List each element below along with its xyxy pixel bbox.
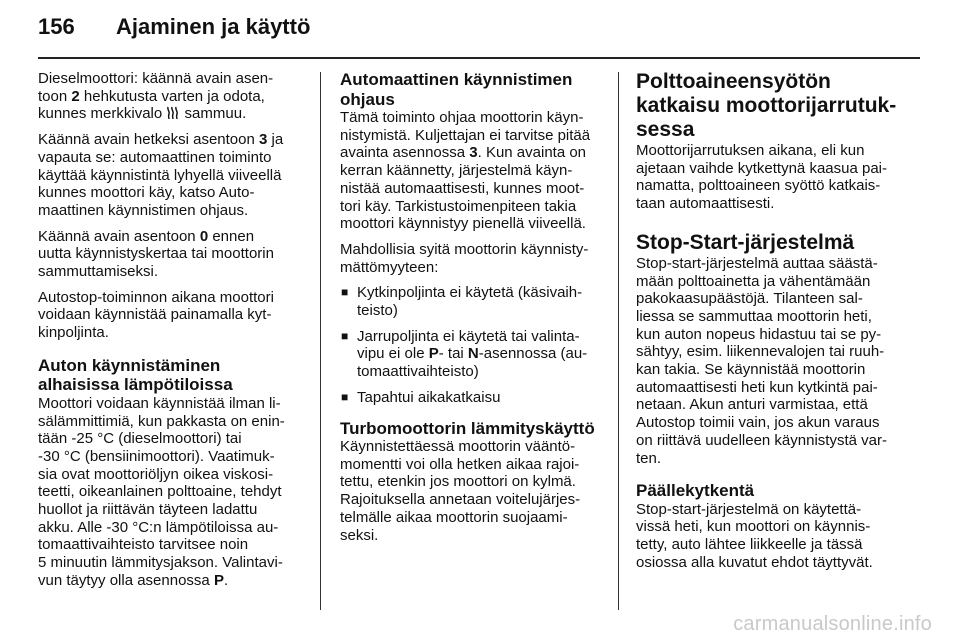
bullet-icon: ■ bbox=[341, 389, 349, 404]
text-line: Stop-start-järjestelmä on käytettä- bbox=[636, 500, 862, 518]
paragraph-possible-causes bbox=[340, 241, 608, 276]
heading-fuel-cutoff: Polttoaineensyötön katkaisu moottorijarrutuk- sessa bbox=[636, 70, 897, 141]
text-line: Autostop toimii vain, jos akun varaus bbox=[636, 414, 880, 432]
column-divider-2 bbox=[618, 72, 619, 610]
page-header bbox=[38, 14, 922, 50]
text-line: taan automaattisesti. bbox=[636, 195, 775, 213]
text-line: Autostop-toiminnon aikana moottori bbox=[38, 288, 274, 306]
text-line: vun täytyy olla asennossa P. bbox=[38, 571, 229, 589]
text-line: mään polttoainetta ja vähentämään bbox=[636, 272, 871, 290]
text-line: kinpoljinta. bbox=[38, 324, 109, 342]
paragraph-turbo-warmup bbox=[340, 438, 608, 544]
text-line: 5 minuutin lämmitysjakson. Valintavi- bbox=[38, 554, 283, 572]
text-line: Moottorijarrutuksen aikana, eli kun bbox=[636, 142, 865, 159]
header-rule bbox=[38, 57, 920, 59]
text-line: moottori käynnistyy pienellä viiveellä. bbox=[340, 215, 586, 233]
bullet-icon: ■ bbox=[341, 285, 349, 300]
text-line: liessa se sammuttaa moottorin heti, bbox=[636, 307, 872, 325]
heading-activation: Päällekytkentä bbox=[636, 481, 755, 501]
text-line: Moottori voidaan käynnistää ilman li- bbox=[38, 394, 281, 412]
paragraph-fuel-cutoff bbox=[636, 142, 926, 213]
text-line: seksi. bbox=[340, 526, 379, 544]
text-line: automaattisesti heti kun kytkintä pai- bbox=[636, 378, 878, 396]
text-line: Käynnistettäessä moottorin vääntö- bbox=[340, 438, 576, 456]
text-line: nistymistä. Kuljettajan ei tarvitse pitää bbox=[340, 126, 591, 144]
text-line: Stop-start-järjestelmä auttaa säästä- bbox=[636, 254, 878, 272]
text-line: pakokaasupäästöjä. Tilanteen sal- bbox=[636, 290, 863, 308]
paragraph-diesel-preheat bbox=[38, 70, 306, 123]
text-line: tori käy. Tarkistustoimenpiteen takia bbox=[340, 197, 577, 215]
text-line: -30 °C (bensiinimoottori). Vaatimuk- bbox=[38, 447, 275, 465]
text-line: tomaattivaihteisto tarvitsee noin bbox=[38, 536, 249, 554]
paragraph-turn-key-3 bbox=[38, 131, 306, 220]
column-3 bbox=[636, 70, 926, 580]
paragraph-low-temperature bbox=[38, 395, 306, 590]
text-line: sähtyy, esim. liikennevalojen tai ruuh- bbox=[636, 343, 885, 361]
paragraph-activation bbox=[636, 501, 926, 572]
text-line: toon 2 hehkutusta varten ja odota, bbox=[38, 87, 265, 105]
text-line: maattinen käynnistimen ohjaus. bbox=[38, 201, 249, 219]
glow-plug-icon bbox=[166, 106, 180, 120]
column-divider-1 bbox=[320, 72, 321, 610]
text-line: nistää automaattisesti, kunnes moot- bbox=[340, 179, 585, 197]
text-line: Käännä avain hetkeksi asentoon 3 ja bbox=[38, 131, 284, 149]
text-line: Mahdollisia syitä moottorin käynnisty- bbox=[340, 240, 589, 258]
text-line: Tämä toiminto ohjaa moottorin käyn- bbox=[340, 109, 584, 126]
page-number: 156 bbox=[38, 14, 75, 39]
text-line: huollot ja riittävän täyteen ladattu bbox=[38, 501, 258, 519]
text-line: on riittävä uudelleen käynnistystä var- bbox=[636, 431, 887, 449]
text-line: avainta asennossa 3. Kun avainta on bbox=[340, 144, 587, 162]
text-line: netaan. Akun anturi varmistaa, että bbox=[636, 396, 868, 414]
text-line: momentti voi olla hetken aikaa rajoi- bbox=[340, 455, 580, 473]
heading-low-temperature-start: Auton käynnistäminen alhaisissa lämpötiloissa bbox=[38, 355, 233, 395]
text-line: mättömyyteen: bbox=[340, 258, 439, 276]
text-line: kun auton nopeus hidastuu tai se py- bbox=[636, 325, 882, 343]
text-line: tetty, auto lähtee liikkeelle ja tässä bbox=[636, 536, 863, 554]
text-line: namatta, polttoaineen syöttö katkais- bbox=[636, 177, 881, 195]
list-item: ■ Tapahtui aikakatkaisu bbox=[341, 388, 501, 406]
paragraph-automatic-starter bbox=[340, 109, 608, 233]
text-line: sia ovat moottoriöljyn oikea viskosi- bbox=[38, 465, 274, 483]
text-line: ajetaan vaihde kytkettynä kaasua pai- bbox=[636, 159, 887, 177]
column-1 bbox=[38, 70, 306, 598]
text-line: Käännä avain asentoon 0 ennen bbox=[38, 227, 255, 245]
text-line: uutta käynnistyskertaa tai moottorin bbox=[38, 245, 274, 263]
text-line: käyttää käynnistintä lyhyellä viiveellä bbox=[38, 166, 282, 184]
text-line: Rajoituksella annetaan voitelujärjes- bbox=[340, 491, 581, 509]
text-line: kerran käännetty, järjestelmä käyn- bbox=[340, 162, 573, 180]
text-line: ten. bbox=[636, 449, 662, 467]
column-2 bbox=[340, 70, 608, 552]
text-line: sälämmittimiä, kun pakkasta on enin- bbox=[38, 412, 285, 430]
text-line: akku. Alle -30 °C:n lämpötiloissa au- bbox=[38, 518, 279, 536]
text-line: voidaan käynnistää painamalla kyt- bbox=[38, 306, 272, 324]
bullet-icon: ■ bbox=[341, 328, 349, 343]
text-line: kunnes merkkivalo sammuu. bbox=[38, 105, 247, 123]
text-line: sammuttamiseksi. bbox=[38, 263, 159, 281]
text-line: Dieselmoottori: käännä avain asen- bbox=[38, 70, 274, 87]
text-line: vapauta se: automaattinen toiminto bbox=[38, 148, 272, 166]
text-line: vissä heti, kun moottori on käynnis- bbox=[636, 518, 871, 536]
text-line: telmälle aikaa moottorin suojaami- bbox=[340, 508, 568, 526]
chapter-title: Ajaminen ja käyttö bbox=[116, 14, 311, 39]
causes-list bbox=[340, 284, 608, 406]
list-item: ■ Kytkinpoljinta ei käytetä (käsivaih- teisto) bbox=[341, 284, 583, 320]
heading-turbo-warmup: Turbomoottorin lämmityskäyttö bbox=[340, 418, 595, 438]
text-line: osiossa alla kuvatut ehdot täyttyvät. bbox=[636, 553, 873, 571]
paragraph-turn-key-0 bbox=[38, 228, 306, 281]
text-line: tään -25 °C (dieselmoottori) tai bbox=[38, 430, 242, 448]
paragraph-stop-start bbox=[636, 255, 926, 467]
heading-automatic-starter: Automaattinen käynnistimen ohjaus bbox=[340, 70, 573, 109]
watermark: carmanualsonline.info bbox=[733, 613, 932, 635]
heading-stop-start-system: Stop-Start-järjestelmä bbox=[636, 230, 855, 254]
text-line: kunnes moottori käy, katso Auto- bbox=[38, 184, 255, 202]
text-line: teetti, oikeanlainen polttoaine, tehdyt bbox=[38, 483, 282, 501]
text-line: tettu, etenkin jos moottori on kylmä. bbox=[340, 473, 576, 491]
list-item: ■ Jarrupoljinta ei käytetä tai valinta- vipu ei ole P- tai N-asennossa (au- tomaattivaihteisto) bbox=[341, 327, 588, 381]
paragraph-autostop bbox=[38, 289, 306, 342]
text-line: kan takia. Se käynnistää moottorin bbox=[636, 361, 866, 379]
